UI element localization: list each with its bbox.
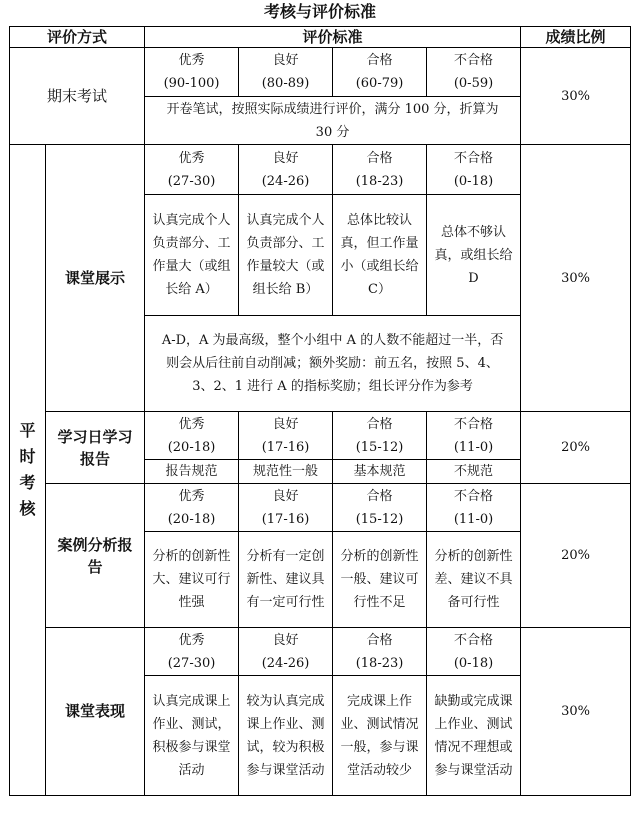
grade-cell: 良好 (24-26) bbox=[239, 628, 333, 676]
grade-cell: 优秀 (20-18) bbox=[145, 412, 239, 460]
section-ratio: 30% bbox=[521, 145, 631, 412]
criteria-cell: 分析的创新性大、建议可行性强 bbox=[145, 532, 239, 628]
section-ratio: 20% bbox=[521, 412, 631, 484]
grade-cell: 良好 (17-16) bbox=[239, 484, 333, 532]
criteria-cell: 总体比较认真，但工作量小（或组长给 C） bbox=[333, 195, 427, 316]
grade-cell: 合格 (60-79) bbox=[333, 48, 427, 97]
final-exam-grade-row bbox=[10, 48, 631, 97]
document-title: 考核与评价标准 bbox=[263, 2, 376, 21]
section-label: 课堂表现 bbox=[46, 628, 145, 796]
header-ratio: 成绩比例 bbox=[521, 27, 631, 48]
criteria-cell: 分析的创新性差、建议不具备可行性 bbox=[427, 532, 521, 628]
criteria-cell: 认真完成个人负责部分、工作量大（或组长给 A） bbox=[145, 195, 239, 316]
section-grade-row bbox=[10, 412, 631, 460]
grade-cell: 合格 (18-23) bbox=[333, 145, 427, 195]
criteria-cell: 报告规范 bbox=[145, 460, 239, 484]
grade-cell: 良好 (24-26) bbox=[239, 145, 333, 195]
criteria-cell: 总体不够认真，或组长给 D bbox=[427, 195, 521, 316]
section-label: 案例分析报告 bbox=[46, 484, 145, 628]
final-exam-ratio: 30% bbox=[521, 48, 631, 145]
criteria-cell: 分析有一定创新性、建议具有一定可行性 bbox=[239, 532, 333, 628]
criteria-cell: 基本规范 bbox=[333, 460, 427, 484]
criteria-cell: 完成课上作业、测试情况一般，参与课堂活动较少 bbox=[333, 676, 427, 796]
grade-cell: 合格 (18-23) bbox=[333, 628, 427, 676]
criteria-cell: 缺勤或完成课上作业、测试情况不理想或参与课堂活动 bbox=[427, 676, 521, 796]
final-exam-note: 开卷笔试，按照实际成绩进行评价，满分 100 分，折算为 30 分 bbox=[145, 97, 521, 145]
grade-cell: 不合格 (0-59) bbox=[427, 48, 521, 97]
section-grade-row bbox=[10, 484, 631, 532]
header-standard: 评价标准 bbox=[145, 27, 521, 48]
grade-cell: 不合格 (11-0) bbox=[427, 484, 521, 532]
section-ratio: 20% bbox=[521, 484, 631, 628]
section-ratio: 30% bbox=[521, 628, 631, 796]
grade-cell: 合格 (15-12) bbox=[333, 484, 427, 532]
section-note: A-D，A 为最高级，整个小组中 A 的人数不能超过一半，否则会从后往前自动削减；额外奖励：前五名，按照 5、4、3、2、1 进行 A 的指标奖励；组长评分作为参考 bbox=[145, 316, 521, 412]
grade-cell: 优秀 (20-18) bbox=[145, 484, 239, 532]
grade-cell: 合格 (15-12) bbox=[333, 412, 427, 460]
regular-assessment-label: 平 时 考 核 bbox=[10, 145, 46, 796]
section-grade-row bbox=[10, 145, 631, 195]
grade-cell: 良好 (80-89) bbox=[239, 48, 333, 97]
grade-cell: 良好 (17-16) bbox=[239, 412, 333, 460]
criteria-cell: 规范性一般 bbox=[239, 460, 333, 484]
grade-cell: 不合格 (0-18) bbox=[427, 628, 521, 676]
criteria-cell: 不规范 bbox=[427, 460, 521, 484]
grade-cell: 不合格 (11-0) bbox=[427, 412, 521, 460]
section-label: 学习日学习报告 bbox=[46, 412, 145, 484]
criteria-cell: 认真完成个人负责部分、工作量较大（或组长给 B） bbox=[239, 195, 333, 316]
final-exam-label: 期末考试 bbox=[10, 48, 145, 145]
table-header-row bbox=[10, 27, 631, 48]
criteria-cell: 认真完成课上作业、测试，积极参与课堂活动 bbox=[145, 676, 239, 796]
grade-cell: 优秀 (27-30) bbox=[145, 145, 239, 195]
section-label: 课堂展示 bbox=[46, 145, 145, 412]
grade-cell: 优秀 (27-30) bbox=[145, 628, 239, 676]
grade-cell: 不合格 (0-18) bbox=[427, 145, 521, 195]
section-grade-row bbox=[10, 628, 631, 676]
grade-cell: 优秀 (90-100) bbox=[145, 48, 239, 97]
header-method: 评价方式 bbox=[10, 27, 145, 48]
criteria-cell: 较为认真完成课上作业、测试，较为积极参与课堂活动 bbox=[239, 676, 333, 796]
criteria-cell: 分析的创新性一般、建议可行性不足 bbox=[333, 532, 427, 628]
assessment-table bbox=[9, 26, 631, 796]
